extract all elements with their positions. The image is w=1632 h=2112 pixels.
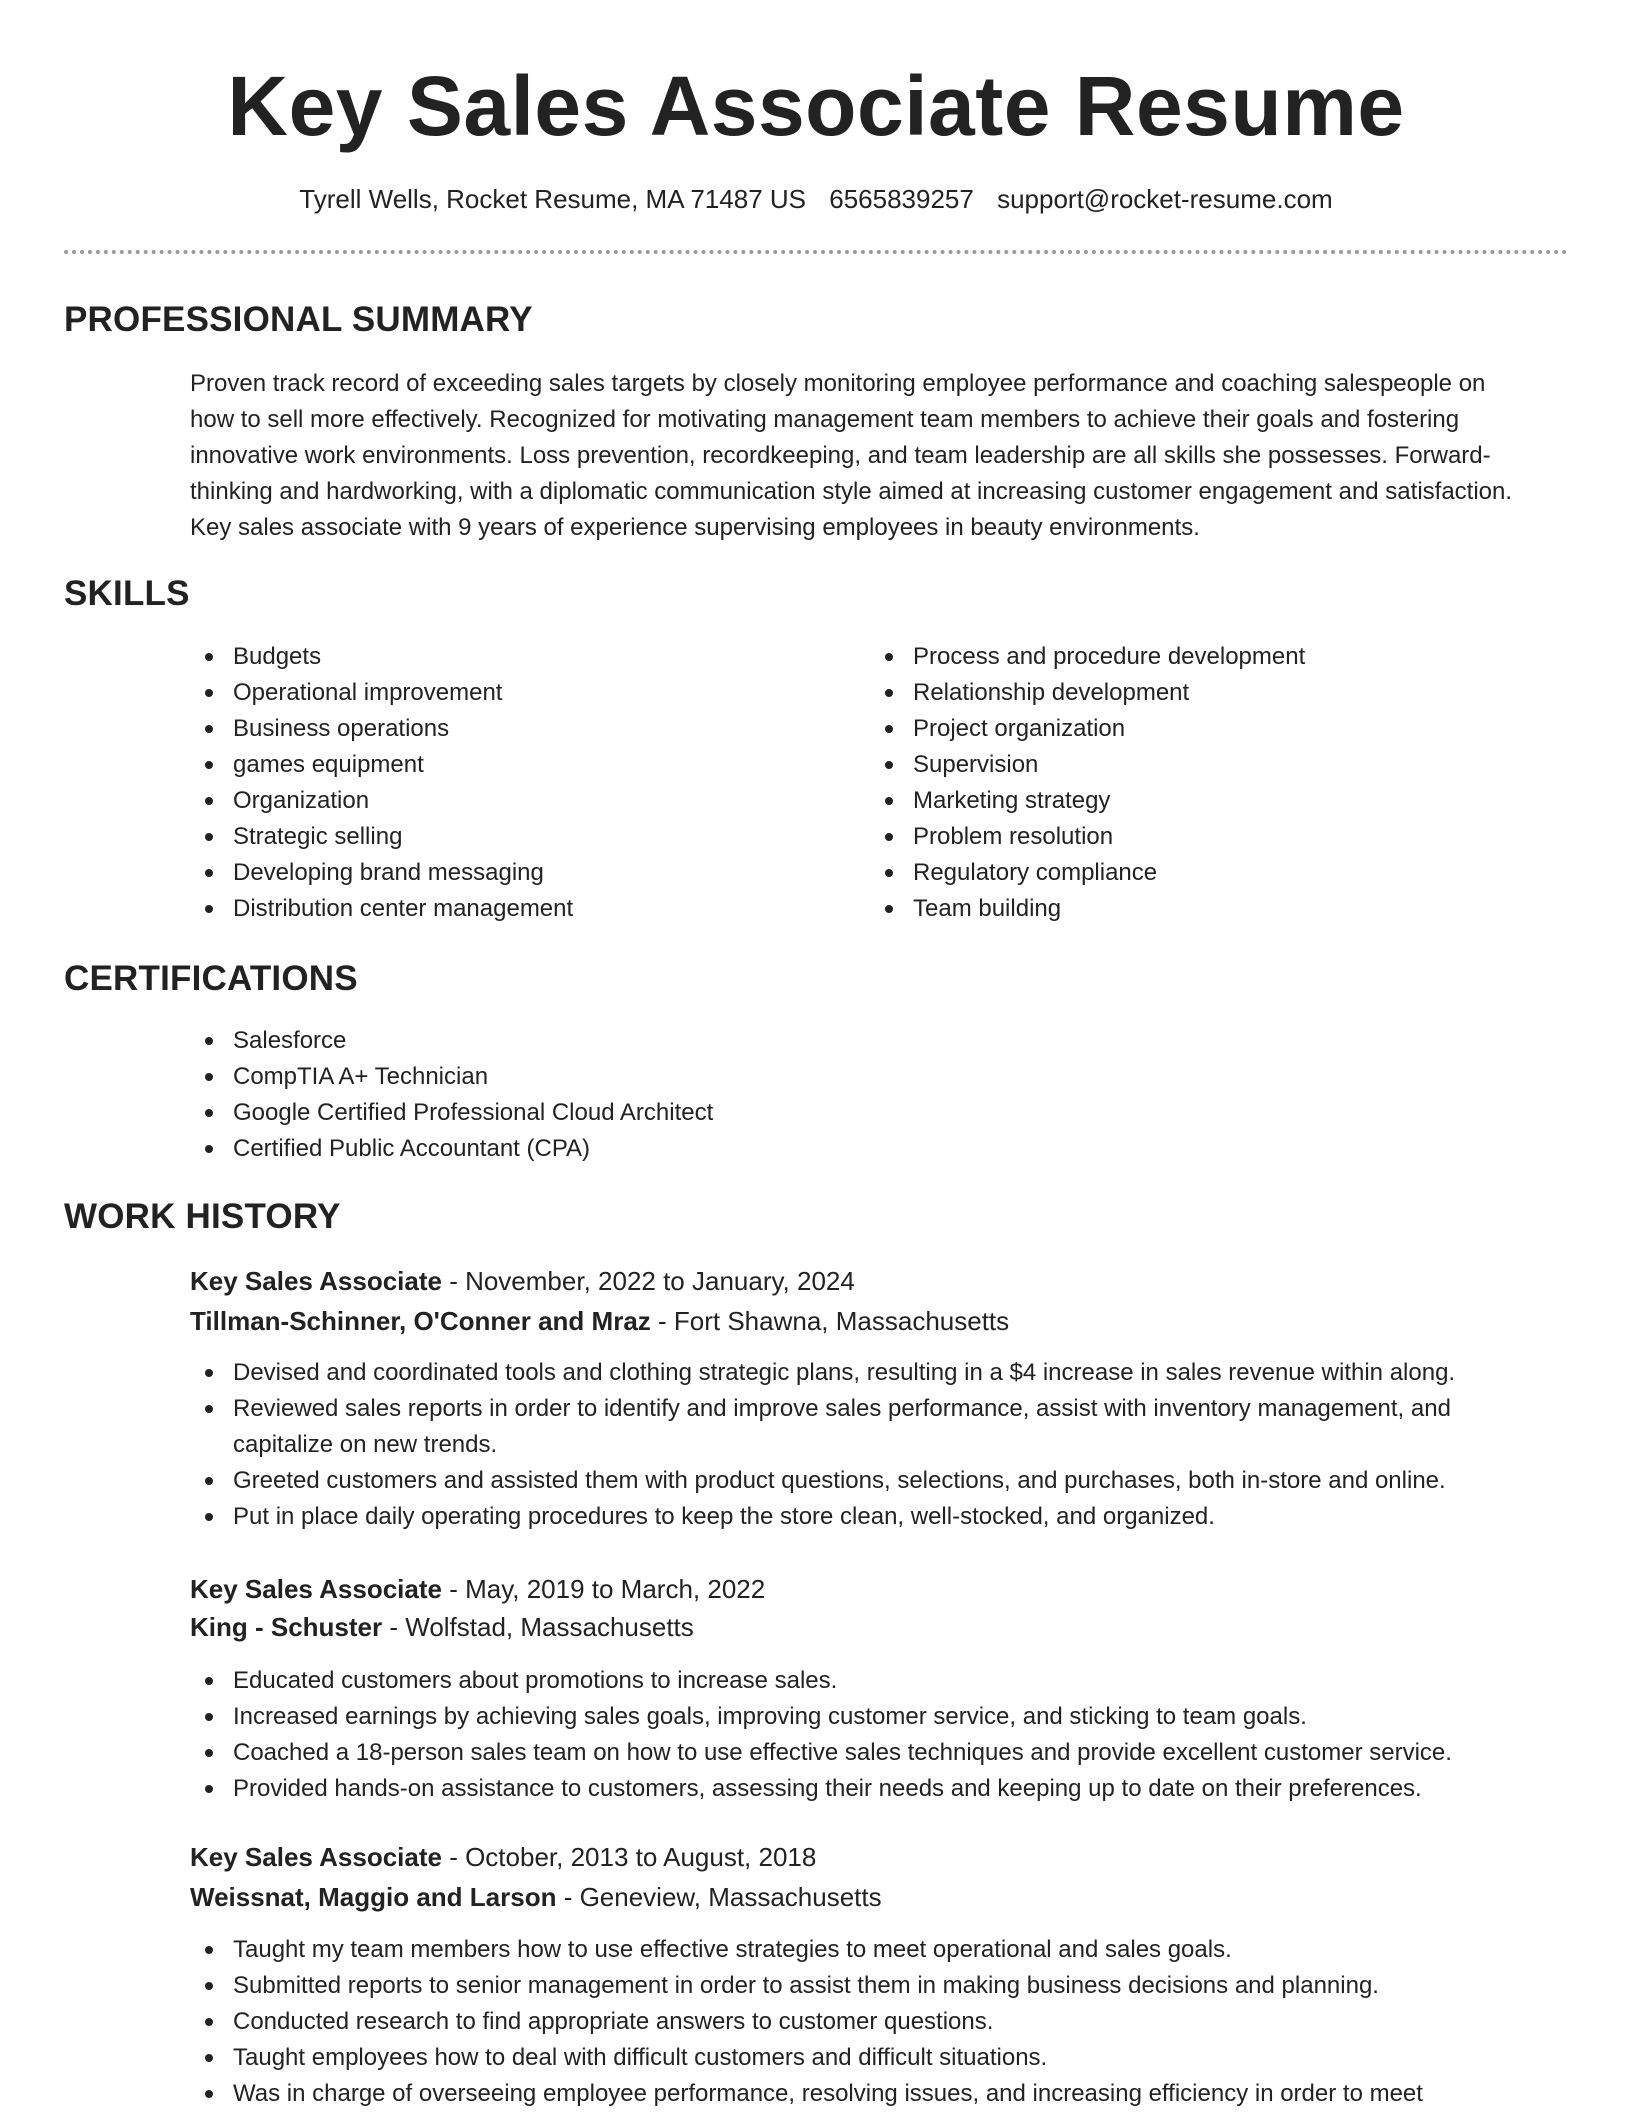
skill-item: Distribution center management (190, 891, 830, 927)
job-dates: - May, 2019 to March, 2022 (441, 1574, 766, 1604)
skill-item: Project organization (870, 711, 1530, 747)
skill-item: Marketing strategy (870, 783, 1530, 819)
skills-list-left (190, 639, 830, 927)
work-history-heading: WORK HISTORY (64, 1197, 341, 1236)
skill-item: Process and procedure development (870, 639, 1530, 675)
skill-item: Developing brand messaging (190, 855, 830, 891)
skill-item: Organization (190, 783, 830, 819)
job-company-line (190, 1608, 1530, 1646)
contact-info (0, 182, 1632, 216)
skill-item: Business operations (190, 711, 830, 747)
job-title-line (190, 1262, 1530, 1300)
job-title-line (190, 1838, 1530, 1876)
job-title: Key Sales Associate (190, 1842, 442, 1872)
job-bullet: Educated customers about promotions to increase sales. (190, 1663, 1535, 1699)
job-bullet: Taught my team members how to use effective strategies to meet operational and sales goals. (190, 1932, 1535, 1968)
job-title-line (190, 1570, 1530, 1608)
page-title: Key Sales Associate Resume (227, 59, 1405, 153)
skill-item: games equipment (190, 747, 830, 783)
job-dates: - November, 2022 to January, 2024 (441, 1266, 855, 1296)
certification-item: CompTIA A+ Technician (190, 1059, 1530, 1095)
job-title: Key Sales Associate (190, 1266, 442, 1296)
skill-item: Strategic selling (190, 819, 830, 855)
certifications-heading: CERTIFICATIONS (64, 959, 358, 998)
job-bullet: Provided hands-on assistance to customers, assessing their needs and keeping up to date on their preferences. (190, 1771, 1535, 1807)
contact-email: support@rocket-resume.com (997, 184, 1333, 214)
job-dates: - October, 2013 to August, 2018 (441, 1842, 817, 1872)
job-bullet: Conducted research to find appropriate answers to customer questions. (190, 2004, 1535, 2040)
job-location: - Geneview, Massachusetts (556, 1882, 882, 1912)
job-company: Weissnat, Maggio and Larson (190, 1882, 557, 1912)
skill-item: Operational improvement (190, 675, 830, 711)
job-location: - Wolfstad, Massachusetts (382, 1612, 694, 1642)
skill-item: Team building (870, 891, 1530, 927)
job-bullet: Taught employees how to deal with difficult customers and difficult situations. (190, 2040, 1535, 2076)
job-bullet: Coached a 18-person sales team on how to use effective sales techniques and provide excellent customer service. (190, 1735, 1535, 1771)
job-bullet: Greeted customers and assisted them with product questions, selections, and purchases, both in-store and online. (190, 1463, 1535, 1499)
job-company: Tillman-Schinner, O'Conner and Mraz (190, 1306, 651, 1336)
skill-item: Regulatory compliance (870, 855, 1530, 891)
skill-item: Problem resolution (870, 819, 1530, 855)
skill-item: Budgets (190, 639, 830, 675)
job-location: - Fort Shawna, Massachusetts (650, 1306, 1010, 1336)
job-bullet: Was in charge of overseeing employee performance, resolving issues, and increasing efficiency in order to meet (190, 2076, 1535, 2112)
contact-address: Tyrell Wells, Rocket Resume, MA 71487 US (299, 184, 806, 214)
skill-item: Supervision (870, 747, 1530, 783)
job-company-line (190, 1302, 1530, 1340)
skills-heading: SKILLS (64, 574, 190, 613)
skill-item: Relationship development (870, 675, 1530, 711)
summary-text: Proven track record of exceeding sales targets by closely monitoring employee performance and coaching salespeople on how to sell more effectively. Recognized for motivating management team members to achieve their goals and fostering innovative work environments. Loss prevention, recordkeeping, and team leadership are all skills she possesses. Forward-thinking and hardworking, with a diplomatic communication style aimed at increasing customer engagement and satisfaction. Key sales associate with 9 years of experience supervising employees in beauty environments. (190, 370, 1513, 541)
header-divider (64, 250, 1568, 254)
job-bullet: Submitted reports to senior management in order to assist them in making business decisions and planning. (190, 1968, 1535, 2004)
skills-list-right (870, 639, 1530, 927)
certifications-list (190, 1023, 1530, 1167)
job-bullets (190, 1355, 1535, 1535)
certification-item: Google Certified Professional Cloud Architect (190, 1095, 1530, 1131)
job-bullet: Devised and coordinated tools and clothing strategic plans, resulting in a $4 increase in sales revenue within along. (190, 1355, 1535, 1391)
job-bullet: Increased earnings by achieving sales goals, improving customer service, and sticking to team goals. (190, 1699, 1535, 1735)
job-bullets (190, 1663, 1535, 1807)
certification-item: Salesforce (190, 1023, 1530, 1059)
certification-item: Certified Public Accountant (CPA) (190, 1131, 1530, 1167)
job-bullet: Reviewed sales reports in order to identify and improve sales performance, assist with inventory management, and capitalize on new trends. (190, 1391, 1535, 1463)
job-title: Key Sales Associate (190, 1574, 442, 1604)
summary-heading: PROFESSIONAL SUMMARY (64, 300, 533, 339)
contact-phone: 6565839257 (829, 184, 974, 214)
job-company-line (190, 1878, 1530, 1916)
job-company: King - Schuster (190, 1612, 383, 1642)
job-bullets (190, 1932, 1535, 2112)
job-bullet: Put in place daily operating procedures to keep the store clean, well-stocked, and organized. (190, 1499, 1535, 1535)
